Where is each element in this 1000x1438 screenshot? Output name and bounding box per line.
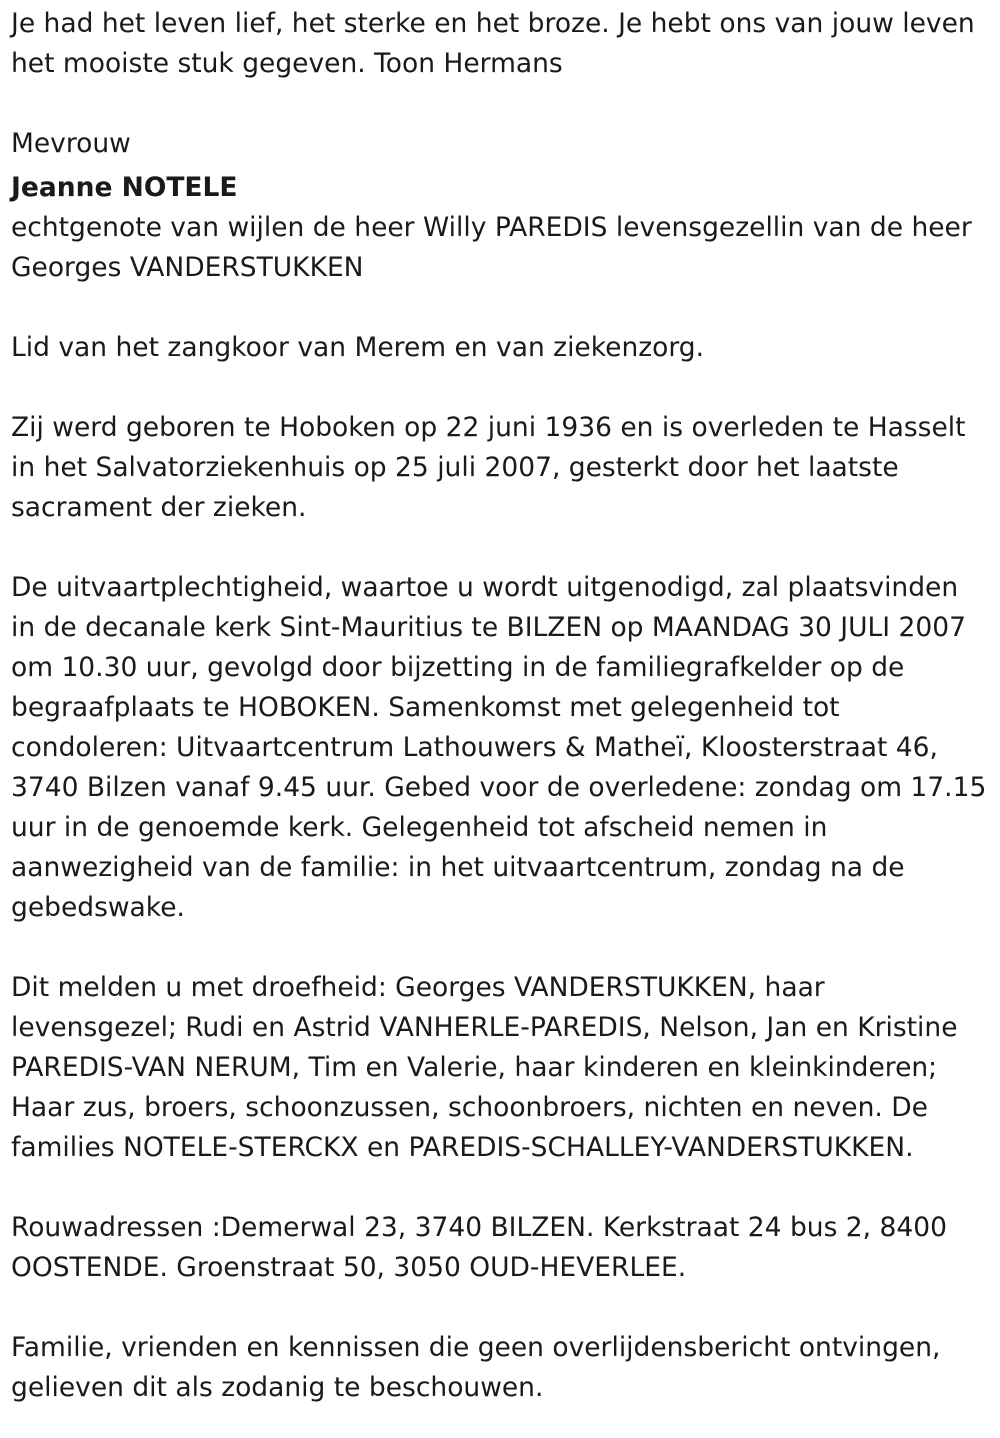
quote: Je had het leven lief, het sterke en het broze. Je hebt ons van jouw leven het mooiste stuk gegeven. Toon Hermans <box>11 8 975 79</box>
family: Dit melden u met droefheid: Georges VANDERSTUKKEN, haar levensgezel; Rudi en Astrid VANHERLE-PAREDIS, Nelson, Jan en Kristine PAREDIS-VAN NERUM, Tim en Valerie, haar kinderen en kleinkinderen; Haar zus, broers, schoonzussen, schoonbroers, nichten en neven. De families NOTELE-STERCKX en PAREDIS-SCHALLEY-VANDERSTUKKEN. <box>11 972 958 1163</box>
deceased-name: Jeanne NOTELE <box>11 172 238 203</box>
salutation: Mevrouw <box>11 128 131 159</box>
ceremony: De uitvaartplechtigheid, waartoe u wordt uitgenodigd, zal plaatsvinden in de decanale kerk Sint-Mauritius te BILZEN op MAANDAG 30 JULI 2007 om 10.30 uur, gevolgd door bijzetting in de familiegrafkelder op de begraafplaats te HOBOKEN. Samenkomst met gelegenheid tot condoleren: Uitvaartcentrum Lathouwers & Matheï, Kloosterstraat 46, 3740 Bilzen vanaf 9.45 uur. Gebed voor de overledene: zondag om 17.15 uur in de genoemde kerk. Gelegenheid tot afscheid nemen in aanwezigheid van de familie: in het uitvaartcentrum, zondag na de gebedswake. <box>11 572 987 923</box>
relation: echtgenote van wijlen de heer Willy PAREDIS levensgezellin van de heer Georges VANDERSTUKKEN <box>11 212 972 283</box>
birth-death: Zij werd geboren te Hoboken op 22 juni 1936 en is overleden te Hasselt in het Salvatorziekenhuis op 25 juli 2007, gesterkt door het laatste sacrament der zieken. <box>11 412 966 523</box>
closing: Familie, vrienden en kennissen die geen overlijdensbericht ontvingen, gelieven dit als zodanig te beschouwen. <box>11 1332 941 1403</box>
addresses: Rouwadressen :Demerwal 23, 3740 BILZEN. Kerkstraat 24 bus 2, 8400 OOSTENDE. Groenstraat 50, 3050 OUD-HEVERLEE. <box>11 1212 947 1283</box>
membership: Lid van het zangkoor van Merem en van ziekenzorg. <box>11 332 705 363</box>
obituary-notice <box>11 4 990 1408</box>
